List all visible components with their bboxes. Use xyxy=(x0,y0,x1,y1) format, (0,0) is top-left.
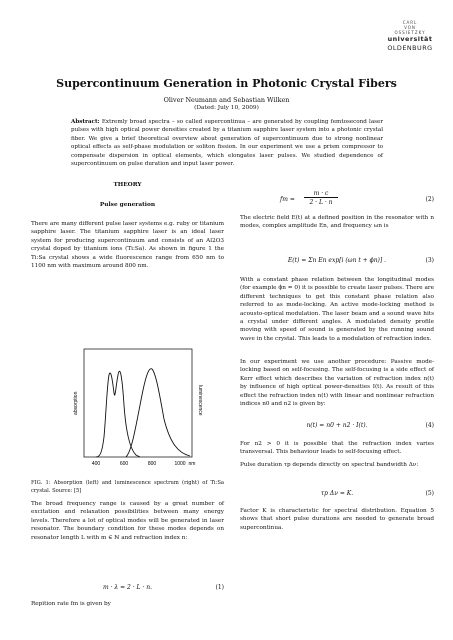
equation-3-number: (3) xyxy=(425,257,434,264)
equation-4-body: n(t) = n0 + n2 · I(t). xyxy=(306,422,368,429)
x-tick-600: 600 xyxy=(119,461,129,467)
paper-date: (Dated: July 10, 2009) xyxy=(194,105,259,111)
y-label-absorption: absorption xyxy=(73,391,79,415)
section-heading-theory: THEORY xyxy=(113,182,142,188)
y-label-luminescence: luminescence xyxy=(197,385,203,416)
spectrum-plot xyxy=(56,345,206,475)
equation-1 xyxy=(31,584,224,591)
absorption-curve xyxy=(96,371,140,457)
x-tick-1000: 1000 xyxy=(174,461,186,467)
university-logo xyxy=(370,20,450,53)
left-paragraph-1: There are many different pulse laser systems e.g. ruby or titanium sapphire laser. The titanium sapphire laser is an ideal laser system for producing supercontinuum and consists of an Al2O3 crystal doped by titanium ions (Ti:Sa). As shown in figure 1 the Ti:Sa crystal shows a wide fluorescence range from 650 nm to 1100 nm with maximum around 800 nm. xyxy=(31,221,224,270)
abstract-label: Abstract: xyxy=(71,119,100,125)
paper-authors: Oliver Neumann and Sebastian Wilken xyxy=(163,96,290,104)
equation-2-number: (2) xyxy=(425,196,434,203)
fraction-bar xyxy=(304,197,338,198)
equation-4 xyxy=(240,422,434,429)
abstract-text: Extremly broad spectra – so called supercontinua – are generated by coupling femtosecond laser pulses with high optical power densities created by a titanium sapphire laser system into a photonic crystal fiber. We give a brief theoretical overview about generation of supercontinuum due to strong nonlinear optical effects as self-phase modulation or soliton fission. In our experiment we use a prism compressor to compensate dispersion in optical elements, which elongates laser pulses. We studied dependence of supercontinuum on pulse duration and input laser power. xyxy=(71,119,384,168)
equation-2-lhs: fm = xyxy=(280,196,295,203)
right-paragraph-2: With a constant phase relation between the longitudinal modes (for example ϕn = 0) it is possible to create laser pulses. There are different techniques to get this constant phase relation also referred to as mode-locking. An active mode-locking method is acousto-optical modulation. The laser beam and a sound wave hits a crystal under different angles. A modulated density profile moving with speed of sound is generated by the running sound wave in the crystal. This leads to a modulation of refraction index. xyxy=(240,277,434,342)
logo-wordmark xyxy=(370,35,450,53)
subsection-heading-pulse-generation: Pulse generation xyxy=(99,202,156,208)
left-paragraph-2: The broad frequency range is caused by a great number of excitation and relaxation possibilities between many energy levels. Therefore a lot of optical modes will be generated in laser resonator. The boundary condition for these modes depends on resonator length L with m ∈ ℕ and refraction index n: xyxy=(31,501,224,541)
logo-line-3: OSSIETZKY xyxy=(394,30,426,35)
figure-1 xyxy=(56,345,206,475)
plot-frame xyxy=(84,349,192,457)
equation-1-body: m · λ = 2 · L · n. xyxy=(102,584,153,591)
logo-line-2: VON xyxy=(404,25,416,30)
right-paragraph-1: The electric field E(t) at a defined position in the resonator with n modes, complex amplitude En, and frequency ωn is xyxy=(240,215,434,230)
logo-wordmark-rest: OLDENBURG xyxy=(387,44,433,52)
equation-5-number: (5) xyxy=(425,490,434,497)
right-paragraph-3: In our experiment we use another procedure: Passive mode-locking based on self-focusing. The self-focusing is a side effect of Kerr effect which describes the variation of refraction index n(t) by influence of high optical power-densities I(t). As result of this effect the refraction index n(t) with linear and nonlinear refraction indices n0 and n2 is given by: xyxy=(240,359,434,408)
logo-wordmark-bold: universität xyxy=(387,35,433,43)
x-unit: nm xyxy=(188,461,196,467)
equation-2-numerator: m · c xyxy=(313,190,329,197)
equation-3-body: E(t) = Σn En exp[i (ωn t + ϕn)] . xyxy=(287,257,387,264)
right-paragraph-4: For n2 > 0 it is possible that the refraction index varies transversal. This behaviour leads to self-focusing effect. xyxy=(240,441,434,456)
equation-5 xyxy=(240,490,434,497)
right-paragraph-6: Factor K is characteristic for spectral distribution. Equation 5 shows that short pulse durations are needed to generate broad supercontinua. xyxy=(240,508,434,531)
x-tick-800: 800 xyxy=(147,461,157,467)
equation-1-number: (1) xyxy=(215,584,224,591)
equation-3 xyxy=(240,257,434,264)
paper-title: Supercontinuum Generation in Photonic Crystal Fibers xyxy=(56,77,397,90)
luminescence-curve xyxy=(126,369,190,457)
figure-caption: FIG. 1: Absorption (left) and luminescence spectrum (right) of Ti:Sa crystal. Source: [5] xyxy=(31,480,224,494)
abstract xyxy=(71,118,383,168)
equation-4-number: (4) xyxy=(425,422,434,429)
x-tick-400: 400 xyxy=(91,461,101,467)
left-paragraph-3: Repition rate fm is given by xyxy=(31,601,111,607)
equation-5-body: τp Δν = K. xyxy=(320,490,354,497)
equation-2 xyxy=(240,190,434,210)
right-paragraph-5: Pulse duration τp depends directly on spectral bandwidth Δν: xyxy=(240,462,419,468)
logo-line-1: CARL xyxy=(402,20,418,25)
equation-2-denominator: 2 · L · n xyxy=(309,199,333,206)
